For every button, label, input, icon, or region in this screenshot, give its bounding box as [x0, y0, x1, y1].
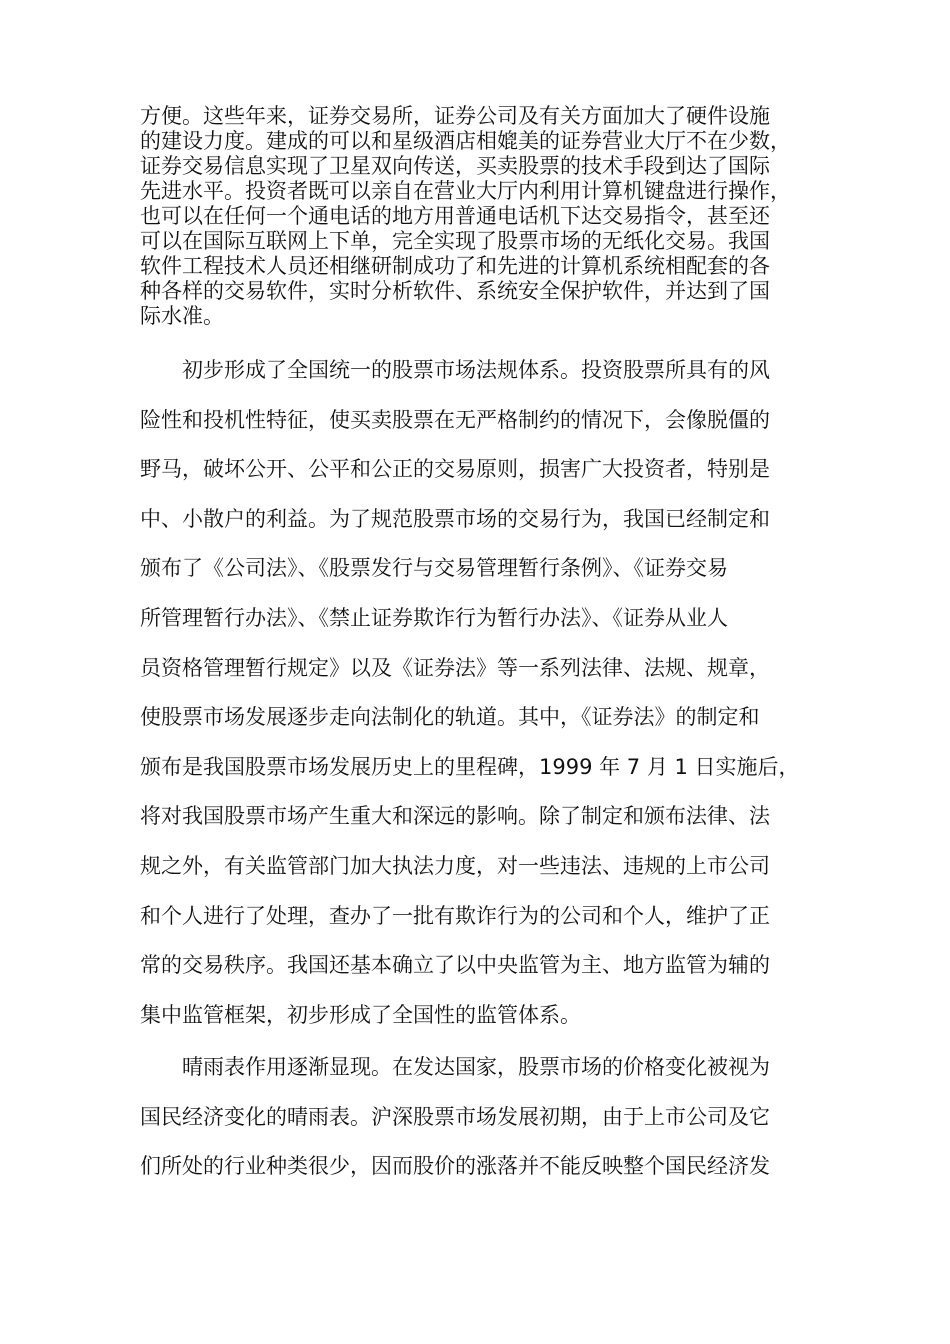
text-line: 国民经济变化的晴雨表。沪深股票市场发展初期，由于上市公司及它 [140, 1104, 770, 1129]
text-line: 的建设力度。建成的可以和星级酒店相媲美的证券营业大厅不在少数， [140, 129, 791, 153]
text-line: 种各样的交易软件，实时分析软件、系统安全保护软件，并达到了国 [140, 279, 770, 303]
text-line: 证券交易信息实现了卫星双向传送，买卖股票的技术手段到达了国际 [140, 154, 770, 178]
text-line: 软件工程技术人员还相继研制成功了和先进的计算机系统相配套的各 [140, 254, 770, 278]
text-line: 初步形成了全国统一的股票市场法规体系。投资股票所具有的风 [182, 358, 770, 382]
text-line: 们所处的行业种类很少，因而股价的涨落并不能反映整个国民经济发 [140, 1154, 770, 1179]
text-line: 使股票市场发展逐步走向法制化的轨道。其中，《证券法》的制定和 [140, 705, 760, 730]
text-line: 际水准。 [140, 304, 224, 328]
text-line: 中、小散户的利益。为了规范股票市场的交易行为，我国已经制定和 [140, 506, 770, 531]
paragraph-legal-framework [140, 346, 812, 1040]
text-line: 规之外，有关监管部门加大执法力度，对一些违法、违规的上市公司 [140, 853, 770, 878]
text-line: 先进水平。投资者既可以亲自在营业大厅内利用计算机键盘进行操作， [140, 179, 791, 203]
text-line: 晴雨表作用逐渐显现。在发达国家，股票市场的价格变化被视为 [182, 1055, 770, 1079]
text-line: 将对我国股票市场产生重大和深远的影响。除了制定和颁布法律、法 [140, 804, 770, 829]
text-line: 方便。这些年来，证券交易所，证券公司及有关方面加大了硬件设施 [140, 104, 770, 128]
text-line: 和个人进行了处理，查办了一批有欺诈行为的公司和个人，维护了正 [140, 903, 770, 928]
text-line: 也可以在任何一个通电话的地方用普通电话机下达交易指令，甚至还 [140, 204, 770, 228]
text-line: 所管理暂行办法》、《禁止证券欺诈行为暂行办法》、《证券从业人 [140, 605, 728, 630]
text-line: 颁布了《公司法》、《股票发行与交易管理暂行条例》、《证券交易 [140, 556, 728, 581]
text-line: 险性和投机性特征，使买卖股票在无严格制约的情况下，会像脱僵的 [140, 407, 770, 432]
text-line: 可以在国际互联网上下单，完全实现了股票市场的无纸化交易。我国 [140, 229, 770, 253]
paragraph-hardware-facilities [140, 104, 812, 329]
text-line: 集中监管框架，初步形成了全国性的监管体系。 [140, 1002, 581, 1027]
text-line: 野马，破坏公开、公平和公正的交易原则，损害广大投资者，特别是 [140, 457, 770, 482]
text-line: 颁布是我国股票市场发展历史上的里程碑，1999 年 7 月 1 日实施后， [140, 754, 800, 779]
text-line: 员资格管理暂行规定》以及《证券法》等一系列法律、法规、规章， [140, 655, 770, 680]
paragraph-barometer-role [140, 1043, 812, 1192]
text-line: 常的交易秩序。我国还基本确立了以中央监管为主、地方监管为辅的 [140, 953, 770, 978]
